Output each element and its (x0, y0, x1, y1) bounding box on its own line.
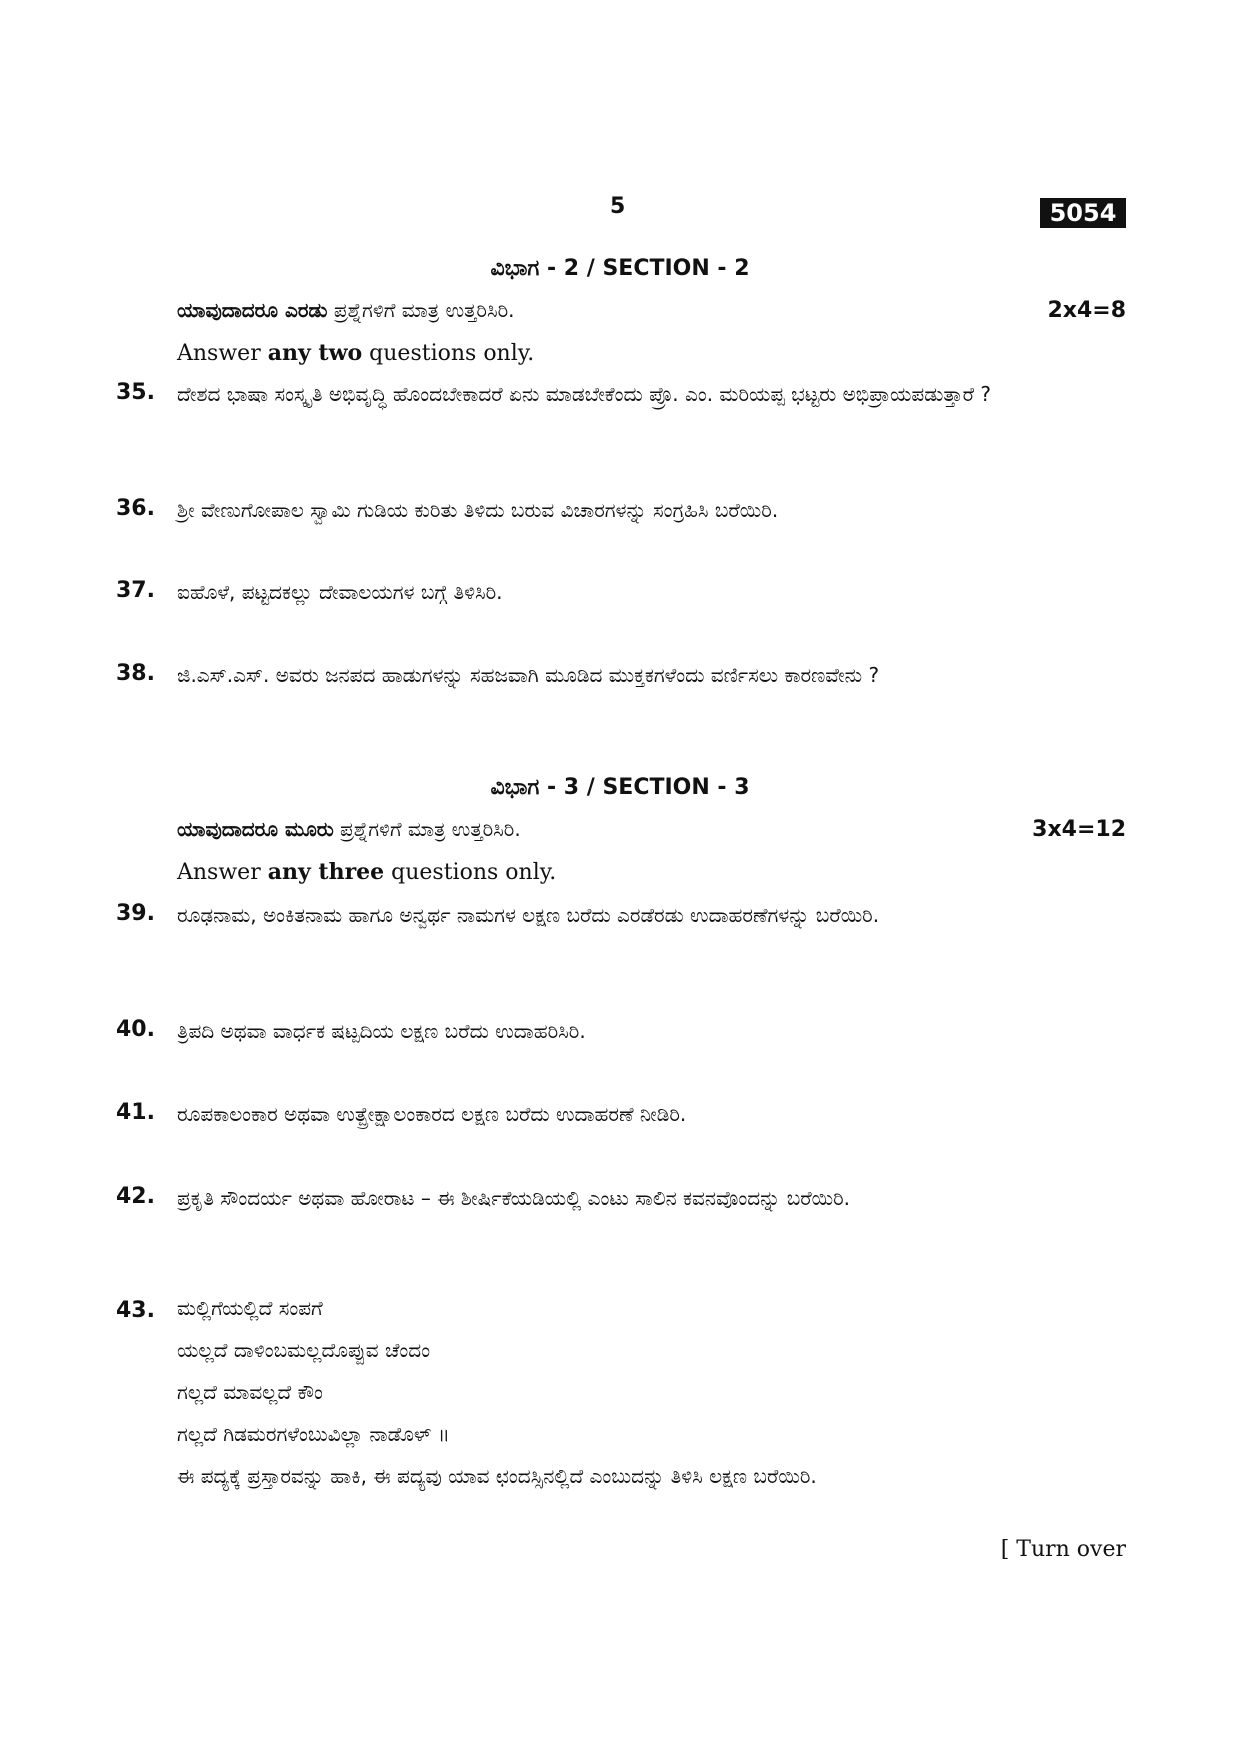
section-2-marks: 2x4=8 (1047, 298, 1126, 323)
section-2-instruction-english (177, 340, 534, 366)
section-2-instruction-kannada (177, 298, 515, 322)
section-3-instruction-kannada-rest: ಪ್ರಶ್ನೆಗಳಿಗೆ ಮಾತ್ರ ಉತ್ತರಿಸಿರಿ. (333, 817, 521, 841)
poem-line-2: ಯಲ್ಲದೆ ದಾಳಿಂಬಮಲ್ಲದೊಪ್ಪುವ ಚೆಂದಂ (177, 1338, 431, 1362)
poem-line-1: ಮಲ್ಲಿಗೆಯಲ್ಲಿದೆ ಸಂಪಗೆ (177, 1296, 323, 1320)
section-3-instruction-english-pre: Answer (177, 860, 268, 885)
question-36-text: ಶ್ರೀ ವೇಣುಗೋಪಾಲ ಸ್ವಾಮಿ ಗುಡಿಯ ಕುರಿತು ತಿಳಿದು ಬರುವ ವಿಚಾರಗಳನ್ನು ಸಂಗ್ರಹಿಸಿ ಬರೆಯಿರಿ. (177, 498, 779, 522)
section-2-heading: ವಿಭಾಗ - 2 / SECTION - 2 (490, 256, 750, 281)
question-43-text: ಈ ಪದ್ಯಕ್ಕೆ ಪ್ರಸ್ತಾರವನ್ನು ಹಾಕಿ, ಈ ಪದ್ಯವು ಯಾವ ಛಂದಸ್ಸಿನಲ್ಲಿದೆ ಎಂಬುದನ್ನು ತಿಳಿಸಿ ಲಕ್ಷಣ ಬರೆಯಿರಿ. (177, 1464, 817, 1488)
section-2-instruction-kannada-bold: ಯಾವುದಾದರೂ ಎರಡು (177, 298, 328, 322)
question-37-number: 37. (116, 578, 155, 603)
page-number: 5 (610, 194, 626, 219)
section-2-instruction-kannada-rest: ಪ್ರಶ್ನೆಗಳಿಗೆ ಮಾತ್ರ ಉತ್ತರಿಸಿರಿ. (327, 298, 515, 322)
question-40-number: 40. (116, 1017, 155, 1042)
question-42-text: ಪ್ರಕೃತಿ ಸೌಂದರ್ಯ ಅಥವಾ ಹೋರಾಟ – ಈ ಶೀರ್ಷಿಕೆಯಡಿಯಲ್ಲಿ ಎಂಟು ಸಾಲಿನ ಕವನವೊಂದನ್ನು ಬರೆಯಿರಿ. (177, 1186, 851, 1210)
question-43-number: 43. (116, 1298, 155, 1323)
section-3-instruction-kannada (177, 817, 521, 841)
section-3-instruction-english-bold: any three (267, 859, 385, 885)
section-2-instruction-english-bold: any two (267, 340, 363, 366)
paper-code-badge: 5054 (1040, 198, 1126, 228)
question-38-text: ಜಿ.ಎಸ್.ಎಸ್. ಅವರು ಜನಪದ ಹಾಡುಗಳನ್ನು ಸಹಜವಾಗಿ ಮೂಡಿದ ಮುಕ್ತಕಗಳೆಂದು ವರ್ಣಿಸಲು ಕಾರಣವೇನು ? (177, 663, 880, 687)
question-42-number: 42. (116, 1184, 155, 1209)
question-40-text: ತ್ರಿಪದಿ ಅಥವಾ ವಾರ್ಧಕ ಷಟ್ಪದಿಯ ಲಕ್ಷಣ ಬರೆದು ಉದಾಹರಿಸಿರಿ. (177, 1019, 586, 1043)
question-37-text: ಐಹೊಳೆ, ಪಟ್ಟದಕಲ್ಲು ದೇವಾಲಯಗಳ ಬಗ್ಗೆ ತಿಳಿಸಿರಿ. (177, 580, 503, 604)
poem-line-4: ಗಲ್ಲದೆ ಗಿಡಮರಗಳೆಂಬುವಿಲ್ಲಾ ನಾಡೊಳ್ ॥ (177, 1422, 450, 1446)
section-3-marks: 3x4=12 (1032, 817, 1126, 842)
question-39-number: 39. (116, 901, 155, 926)
section-3-instruction-english (177, 859, 556, 885)
section-3-instruction-english-post: questions only. (384, 860, 557, 885)
section-2-instruction-english-post: questions only. (362, 341, 535, 366)
section-2-instruction-english-pre: Answer (177, 341, 268, 366)
question-41-text: ರೂಪಕಾಲಂಕಾರ ಅಥವಾ ಉತ್ಪ್ರೇಕ್ಷಾಲಂಕಾರದ ಲಕ್ಷಣ ಬರೆದು ಉದಾಹರಣೆ ನೀಡಿರಿ. (177, 1102, 687, 1126)
turn-over-note: [ Turn over (1000, 1537, 1126, 1562)
section-3-instruction-kannada-bold: ಯಾವುದಾದರೂ ಮೂರು (177, 817, 334, 841)
question-39-text: ರೂಢನಾಮ, ಅಂಕಿತನಾಮ ಹಾಗೂ ಅನ್ವರ್ಥ ನಾಮಗಳ ಲಕ್ಷಣ ಬರೆದು ಎರಡೆರಡು ಉದಾಹರಣೆಗಳನ್ನು ಬರೆಯಿರಿ. (177, 903, 880, 927)
question-36-number: 36. (116, 496, 155, 521)
question-35-text: ದೇಶದ ಭಾಷಾ ಸಂಸ್ಕೃತಿ ಅಭಿವೃದ್ಧಿ ಹೊಂದಬೇಕಾದರೆ ಏನು ಮಾಡಬೇಕೆಂದು ಪ್ರೊ. ಎಂ. ಮರಿಯಪ್ಪ ಭಟ್ಟರು ಅಭಿಪ್ರಾಯಪಡುತ್ತಾರೆ ? (177, 382, 992, 406)
question-41-number: 41. (116, 1100, 155, 1125)
question-38-number: 38. (116, 661, 155, 686)
section-3-heading: ವಿಭಾಗ - 3 / SECTION - 3 (490, 775, 750, 800)
question-35-number: 35. (116, 380, 155, 405)
poem-line-3: ಗಲ್ಲದೆ ಮಾವಲ್ಲದೆ ಕೌಂ (177, 1380, 323, 1404)
